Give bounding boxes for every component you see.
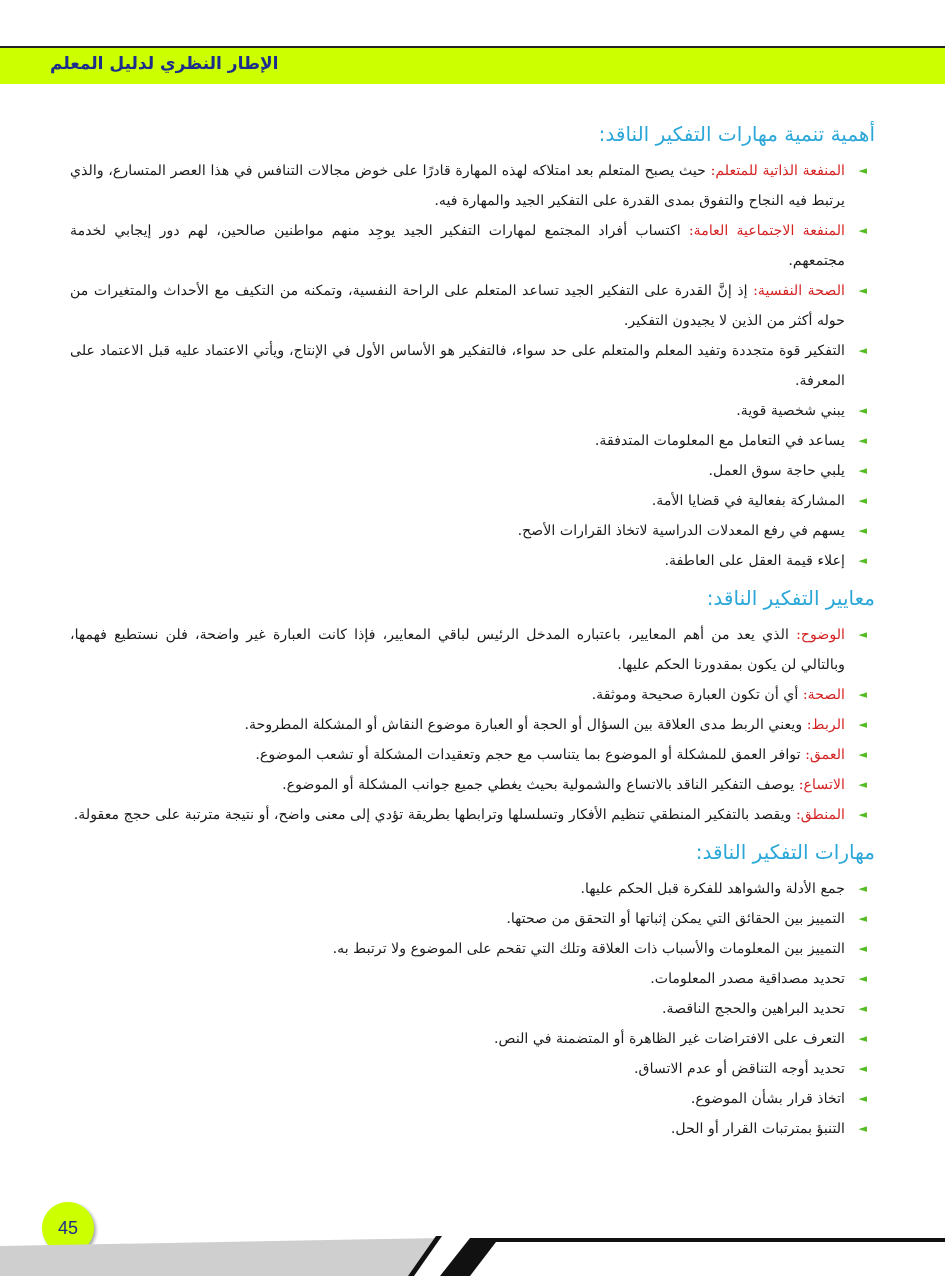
bullet-arrow-icon: ◄ xyxy=(858,778,867,791)
bullet-arrow-icon: ◄ xyxy=(858,628,867,641)
item-text: أي أن تكون العبارة صحيحة وموثقة. xyxy=(591,687,803,703)
list-item xyxy=(70,1024,875,1054)
list-item xyxy=(70,710,875,740)
list-item xyxy=(70,516,875,546)
header-title: الإطار النظري لدليل المعلم xyxy=(50,54,279,74)
list-item xyxy=(70,156,875,216)
bullet-arrow-icon: ◄ xyxy=(858,224,867,237)
list-item xyxy=(70,546,875,576)
footer-black-stripe xyxy=(440,1238,945,1276)
item-text: يوصف التفكير الناقد بالاتساع والشمولية بحيث يغطي جميع جوانب المشكلة أو الموضوع. xyxy=(282,777,799,793)
item-term: المنفعة الاجتماعية العامة: xyxy=(688,223,845,239)
bullet-arrow-icon: ◄ xyxy=(858,494,867,507)
bullet-arrow-icon: ◄ xyxy=(858,1032,867,1045)
bullet-arrow-icon: ◄ xyxy=(858,882,867,895)
item-term: الصحة النفسية: xyxy=(753,283,846,299)
item-text: اتخاذ قرار بشأن الموضوع. xyxy=(690,1091,845,1107)
bullet-arrow-icon: ◄ xyxy=(858,434,867,447)
list-item xyxy=(70,426,875,456)
item-term: الوضوح: xyxy=(796,627,845,643)
section-title: أهمية تنمية مهارات التفكير الناقد: xyxy=(598,122,875,146)
bullet-arrow-icon: ◄ xyxy=(858,344,867,357)
list-item xyxy=(70,740,875,770)
item-text: التعرف على الافتراضات غير الظاهرة أو المتضمنة في النص. xyxy=(493,1031,845,1047)
item-text: التفكير قوة متجددة وتفيد المعلم والمتعلم على حد سواء، فالتفكير هو الأساس الأول في الإنتاج، ويأتي الاعتماد عليه قبل الاعتماد على المعرفة. xyxy=(70,343,845,389)
list-item xyxy=(70,276,875,336)
list-item xyxy=(70,620,875,680)
item-text: يلبي حاجة سوق العمل. xyxy=(708,463,845,479)
list-item xyxy=(70,680,875,710)
list-item xyxy=(70,770,875,800)
list-item xyxy=(70,994,875,1024)
bullet-arrow-icon: ◄ xyxy=(858,912,867,925)
footer-gray-band xyxy=(0,1238,440,1276)
item-text: توافر العمق للمشكلة أو الموضوع بما يتناسب مع حجم وتعقيدات المشكلة أو تشعب الموضوع. xyxy=(255,747,806,763)
item-text: التمييز بين الحقائق التي يمكن إثباتها أو التحقق من صحتها. xyxy=(506,911,845,927)
item-text: يسهم في رفع المعدلات الدراسية لاتخاذ القرارات الأصح. xyxy=(517,523,845,539)
header-bar xyxy=(0,46,945,84)
section-title: معايير التفكير الناقد: xyxy=(706,586,875,610)
bullet-list xyxy=(70,620,875,830)
item-text: تحديد أوجه التناقض أو عدم الاتساق. xyxy=(634,1061,845,1077)
item-term: المنفعة الذاتية للمتعلم: xyxy=(710,163,845,179)
item-term: المنطق: xyxy=(796,807,845,823)
bullet-arrow-icon: ◄ xyxy=(858,554,867,567)
bullet-arrow-icon: ◄ xyxy=(858,524,867,537)
bullet-list xyxy=(70,156,875,576)
bullet-arrow-icon: ◄ xyxy=(858,1062,867,1075)
bullet-arrow-icon: ◄ xyxy=(858,748,867,761)
section-title: مهارات التفكير الناقد: xyxy=(695,840,875,864)
item-text: تحديد البراهين والحجج الناقصة. xyxy=(661,1001,845,1017)
item-text: المشاركة بفعالية في قضايا الأمة. xyxy=(651,493,845,509)
item-term: الصحة: xyxy=(802,687,845,703)
list-item xyxy=(70,800,875,830)
bullet-arrow-icon: ◄ xyxy=(858,1002,867,1015)
footer-decoration xyxy=(0,1236,945,1276)
item-text: التنبؤ بمترتبات القرار أو الحل. xyxy=(670,1121,845,1137)
list-item xyxy=(70,964,875,994)
item-text: ويعني الربط مدى العلاقة بين السؤال أو الحجة أو العبارة موضوع النقاش أو المشكلة المطروحة. xyxy=(244,717,807,733)
bullet-arrow-icon: ◄ xyxy=(858,1092,867,1105)
list-item xyxy=(70,934,875,964)
bullet-arrow-icon: ◄ xyxy=(858,942,867,955)
list-item xyxy=(70,1114,875,1144)
bullet-arrow-icon: ◄ xyxy=(858,1122,867,1135)
item-text: حيث يصبح المتعلم بعد امتلاكه لهذه المهارة قادرًا على خوض مجالات التنافس في هذا العصر المتسارع، والذي يرتبط فيه النجاح والتفوق بمدى القدرة على التفكير الجيد والمهارة فيه. xyxy=(70,163,845,209)
list-item xyxy=(70,456,875,486)
item-text: التمييز بين المعلومات والأسباب ذات العلاقة وتلك التي تقحم على الموضوع ولا ترتبط به. xyxy=(332,941,845,957)
list-item xyxy=(70,486,875,516)
page-content xyxy=(70,118,875,1150)
section-skills xyxy=(70,836,875,1144)
item-text: يبني شخصية قوية. xyxy=(736,403,845,419)
bullet-arrow-icon: ◄ xyxy=(858,404,867,417)
bullet-arrow-icon: ◄ xyxy=(858,972,867,985)
bullet-list xyxy=(70,874,875,1144)
bullet-arrow-icon: ◄ xyxy=(858,164,867,177)
item-text: الذي يعد من أهم المعايير، باعتباره المدخل الرئيس لباقي المعايير، فإذا كانت العبارة غير واضحة، فلن نستطيع فهمها، وبالتالي لن يكون بمقدورنا الحكم عليها. xyxy=(70,627,845,673)
item-term: العمق: xyxy=(805,747,845,763)
list-item xyxy=(70,874,875,904)
list-item xyxy=(70,1054,875,1084)
item-text: اكتساب أفراد المجتمع لمهارات التفكير الجيد يوجِد منهم مواطنين صالحين، لهم دور إيجابي لخدمة مجتمعهم. xyxy=(70,223,845,269)
bullet-arrow-icon: ◄ xyxy=(858,688,867,701)
bullet-arrow-icon: ◄ xyxy=(858,718,867,731)
list-item xyxy=(70,904,875,934)
bullet-arrow-icon: ◄ xyxy=(858,284,867,297)
item-text: جمع الأدلة والشواهد للفكرة قبل الحكم عليها. xyxy=(580,881,845,897)
page-number-badge: 45 xyxy=(42,1202,94,1254)
bullet-arrow-icon: ◄ xyxy=(858,464,867,477)
section-importance xyxy=(70,118,875,576)
item-text: إعلاء قيمة العقل على العاطفة. xyxy=(664,553,845,569)
list-item xyxy=(70,216,875,276)
item-text: إذ إنَّ القدرة على التفكير الجيد تساعد المتعلم على الراحة النفسية، وتمكنه من التكيف مع الأحداث والمتغيرات من حوله أكثر من الذين لا يجيدون التفكير. xyxy=(70,283,845,329)
list-item xyxy=(70,336,875,396)
item-term: الاتساع: xyxy=(798,777,845,793)
item-term: الربط: xyxy=(806,717,845,733)
list-item xyxy=(70,396,875,426)
item-text: تحديد مصداقية مصدر المعلومات. xyxy=(650,971,845,987)
section-standards xyxy=(70,582,875,830)
item-text: يساعد في التعامل مع المعلومات المتدفقة. xyxy=(594,433,845,449)
list-item xyxy=(70,1084,875,1114)
item-text: ويقصد بالتفكير المنطقي تنظيم الأفكار وتسلسلها وترابطها بطريقة تؤدي إلى معنى واضح، أو نتيجة مترتبة على حجج معقولة. xyxy=(73,807,796,823)
bullet-arrow-icon: ◄ xyxy=(858,808,867,821)
